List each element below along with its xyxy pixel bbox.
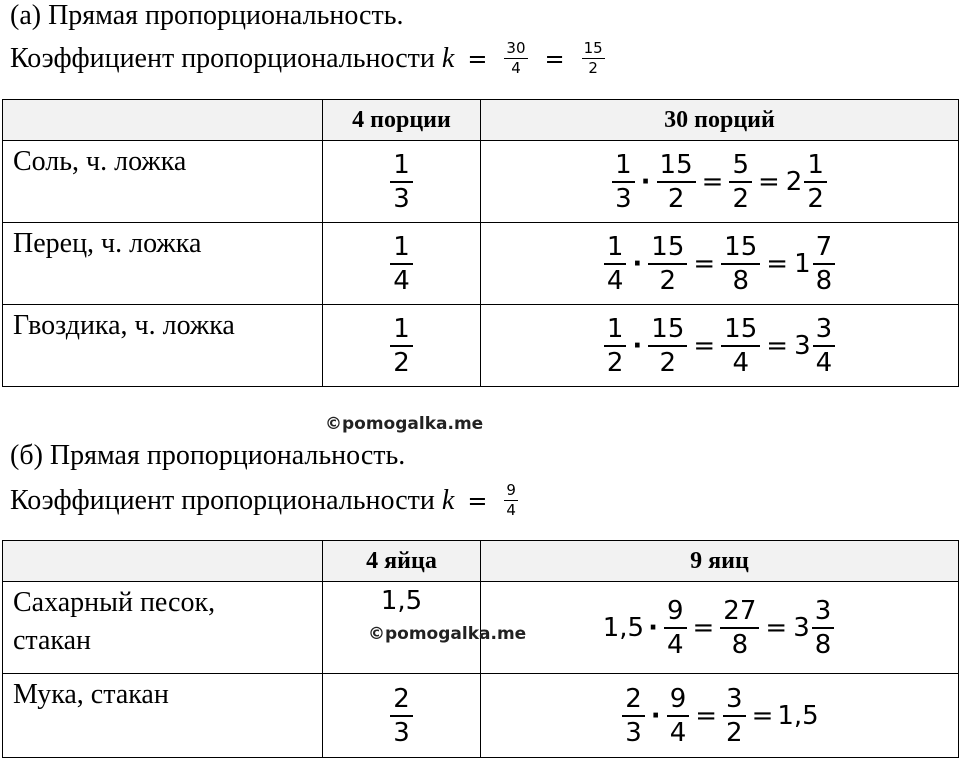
denominator: 3 — [615, 183, 632, 214]
base-value-cell — [323, 223, 481, 305]
denominator: 4 — [815, 347, 833, 378]
calc-cell — [481, 582, 959, 674]
numerator: 2 — [390, 683, 413, 717]
fraction — [721, 313, 760, 379]
equals-sign: = — [695, 700, 718, 731]
fraction — [813, 231, 836, 297]
denominator: 8 — [814, 629, 832, 660]
result-value: 1,5 — [777, 700, 819, 731]
fraction — [667, 683, 690, 749]
denominator: 2 — [393, 347, 410, 378]
k-fraction-1 — [504, 40, 527, 77]
fraction — [390, 313, 413, 379]
multiply-dot: · — [650, 700, 661, 731]
equals-sign: = — [701, 166, 724, 197]
mixed-number — [793, 595, 836, 661]
base-value-cell — [323, 141, 481, 223]
watermark: ©pomogalka.me — [368, 624, 527, 644]
row-label: Мука, стакан — [3, 674, 323, 758]
denominator: 3 — [393, 717, 410, 748]
equals-sign: = — [693, 330, 716, 361]
fraction — [622, 683, 645, 749]
equals-sign: = — [751, 700, 774, 731]
numerator: 1 — [804, 149, 827, 183]
fraction — [390, 231, 413, 297]
coef-text: Коэффициент пропорциональности — [10, 42, 435, 74]
fraction — [604, 313, 627, 379]
table-row — [3, 305, 959, 387]
denominator: 8 — [815, 265, 833, 296]
denominator: 4 — [732, 347, 749, 378]
fraction — [813, 313, 836, 379]
numerator: 1 — [390, 231, 413, 265]
part-b-heading: (б) Прямая пропорциональность. — [10, 440, 406, 471]
row-label: Гвоздика, ч. ложка — [3, 305, 323, 387]
row-label — [3, 582, 323, 674]
header-cell-empty — [3, 541, 323, 582]
k-symbol: k — [441, 42, 455, 74]
k-fraction — [504, 482, 518, 519]
equals-sign: = — [467, 44, 488, 73]
watermark: ©pomogalka.me — [325, 414, 484, 434]
fraction — [729, 149, 752, 215]
denominator: 4 — [606, 265, 624, 296]
fraction — [390, 149, 413, 215]
numerator: 15 — [721, 313, 760, 347]
denominator: 4 — [393, 265, 410, 296]
fraction — [664, 595, 687, 661]
header-cell-9-eggs: 9 яиц — [481, 541, 959, 582]
fraction — [657, 149, 696, 215]
denominator: 4 — [506, 501, 516, 519]
multiply-dot: · — [632, 330, 643, 361]
k-fraction-2 — [582, 40, 605, 77]
denominator: 2 — [732, 183, 749, 214]
whole-part: 2 — [785, 166, 803, 197]
denominator: 3 — [625, 717, 642, 748]
table-row — [3, 223, 959, 305]
denominator: 2 — [807, 183, 824, 214]
table-row — [3, 141, 959, 223]
calc-cell — [481, 223, 959, 305]
denominator: 2 — [606, 347, 624, 378]
denominator: 2 — [667, 183, 685, 214]
whole-part: 1 — [794, 248, 811, 279]
denominator: 2 — [726, 717, 743, 748]
numerator: 1 — [604, 313, 627, 347]
table-header-row — [3, 541, 959, 582]
equals-sign: = — [544, 44, 565, 73]
fraction — [612, 149, 635, 215]
part-a-coefficient-line — [10, 39, 609, 79]
multiply-dot: · — [648, 612, 658, 643]
fraction — [723, 683, 746, 749]
denominator: 4 — [666, 629, 684, 660]
numerator: 15 — [721, 231, 760, 265]
calc-cell — [481, 674, 959, 758]
numerator: 15 — [657, 149, 696, 183]
row-label: Перец, ч. ложка — [3, 223, 323, 305]
denominator: 2 — [588, 59, 598, 77]
numerator: 9 — [506, 481, 516, 499]
equals-sign: = — [766, 248, 789, 279]
fraction — [804, 149, 827, 215]
denominator: 8 — [732, 265, 749, 296]
fraction — [721, 231, 760, 297]
coef-text: Коэффициент пропорциональности — [10, 484, 435, 516]
numerator: 15 — [583, 39, 603, 57]
lead-value: 1,5 — [602, 612, 645, 643]
calc-cell — [481, 305, 959, 387]
numerator: 15 — [648, 231, 687, 265]
header-cell-empty — [3, 100, 323, 141]
fraction — [720, 595, 759, 661]
numerator: 2 — [622, 683, 645, 717]
table-row — [3, 674, 959, 758]
mixed-number — [786, 149, 829, 215]
fraction — [604, 231, 627, 297]
base-value: 1,5 — [380, 586, 423, 616]
numerator: 1 — [604, 231, 627, 265]
mixed-number — [794, 231, 837, 297]
row-label-line-2: стакан — [13, 625, 92, 656]
calc-cell — [481, 141, 959, 223]
table-part-b — [2, 540, 959, 758]
header-cell-4-eggs: 4 яйца — [323, 541, 481, 582]
equals-sign: = — [766, 330, 789, 361]
fraction — [648, 313, 687, 379]
table-part-a — [2, 99, 959, 387]
numerator: 9 — [664, 595, 687, 629]
numerator: 15 — [648, 313, 687, 347]
numerator: 3 — [813, 313, 836, 347]
k-symbol: k — [441, 484, 455, 516]
part-b-coefficient-line — [10, 481, 522, 521]
denominator: 2 — [659, 347, 677, 378]
numerator: 1 — [390, 149, 413, 183]
numerator: 27 — [720, 595, 759, 629]
row-label-line-1: Сахарный песок, — [13, 587, 216, 618]
numerator: 1 — [612, 149, 635, 183]
header-cell-4-portions: 4 порции — [323, 100, 481, 141]
multiply-dot: · — [640, 166, 651, 197]
fraction — [390, 683, 413, 749]
numerator: 7 — [813, 231, 836, 265]
denominator: 8 — [731, 629, 749, 660]
fraction — [648, 231, 687, 297]
numerator: 9 — [667, 683, 690, 717]
denominator: 4 — [511, 59, 521, 77]
denominator: 2 — [659, 265, 677, 296]
mixed-number — [794, 313, 837, 379]
numerator: 5 — [729, 149, 752, 183]
part-a-heading: (а) Прямая пропорциональность. — [10, 0, 404, 31]
whole-part: 3 — [794, 330, 811, 361]
row-label: Соль, ч. ложка — [3, 141, 323, 223]
numerator: 30 — [506, 39, 526, 57]
equals-sign: = — [693, 248, 716, 279]
fraction — [812, 595, 835, 661]
multiply-dot: · — [632, 248, 643, 279]
base-value-cell — [323, 674, 481, 758]
table-header-row — [3, 100, 959, 141]
numerator: 3 — [812, 595, 835, 629]
numerator: 1 — [390, 313, 413, 347]
denominator: 4 — [669, 717, 687, 748]
numerator: 3 — [723, 683, 746, 717]
denominator: 3 — [393, 183, 410, 214]
whole-part: 3 — [793, 612, 810, 643]
header-cell-30-portions: 30 порций — [481, 100, 959, 141]
base-value-cell — [323, 305, 481, 387]
equals-sign: = — [765, 612, 788, 643]
equals-sign: = — [467, 486, 488, 515]
equals-sign: = — [757, 166, 780, 197]
equals-sign: = — [692, 612, 715, 643]
